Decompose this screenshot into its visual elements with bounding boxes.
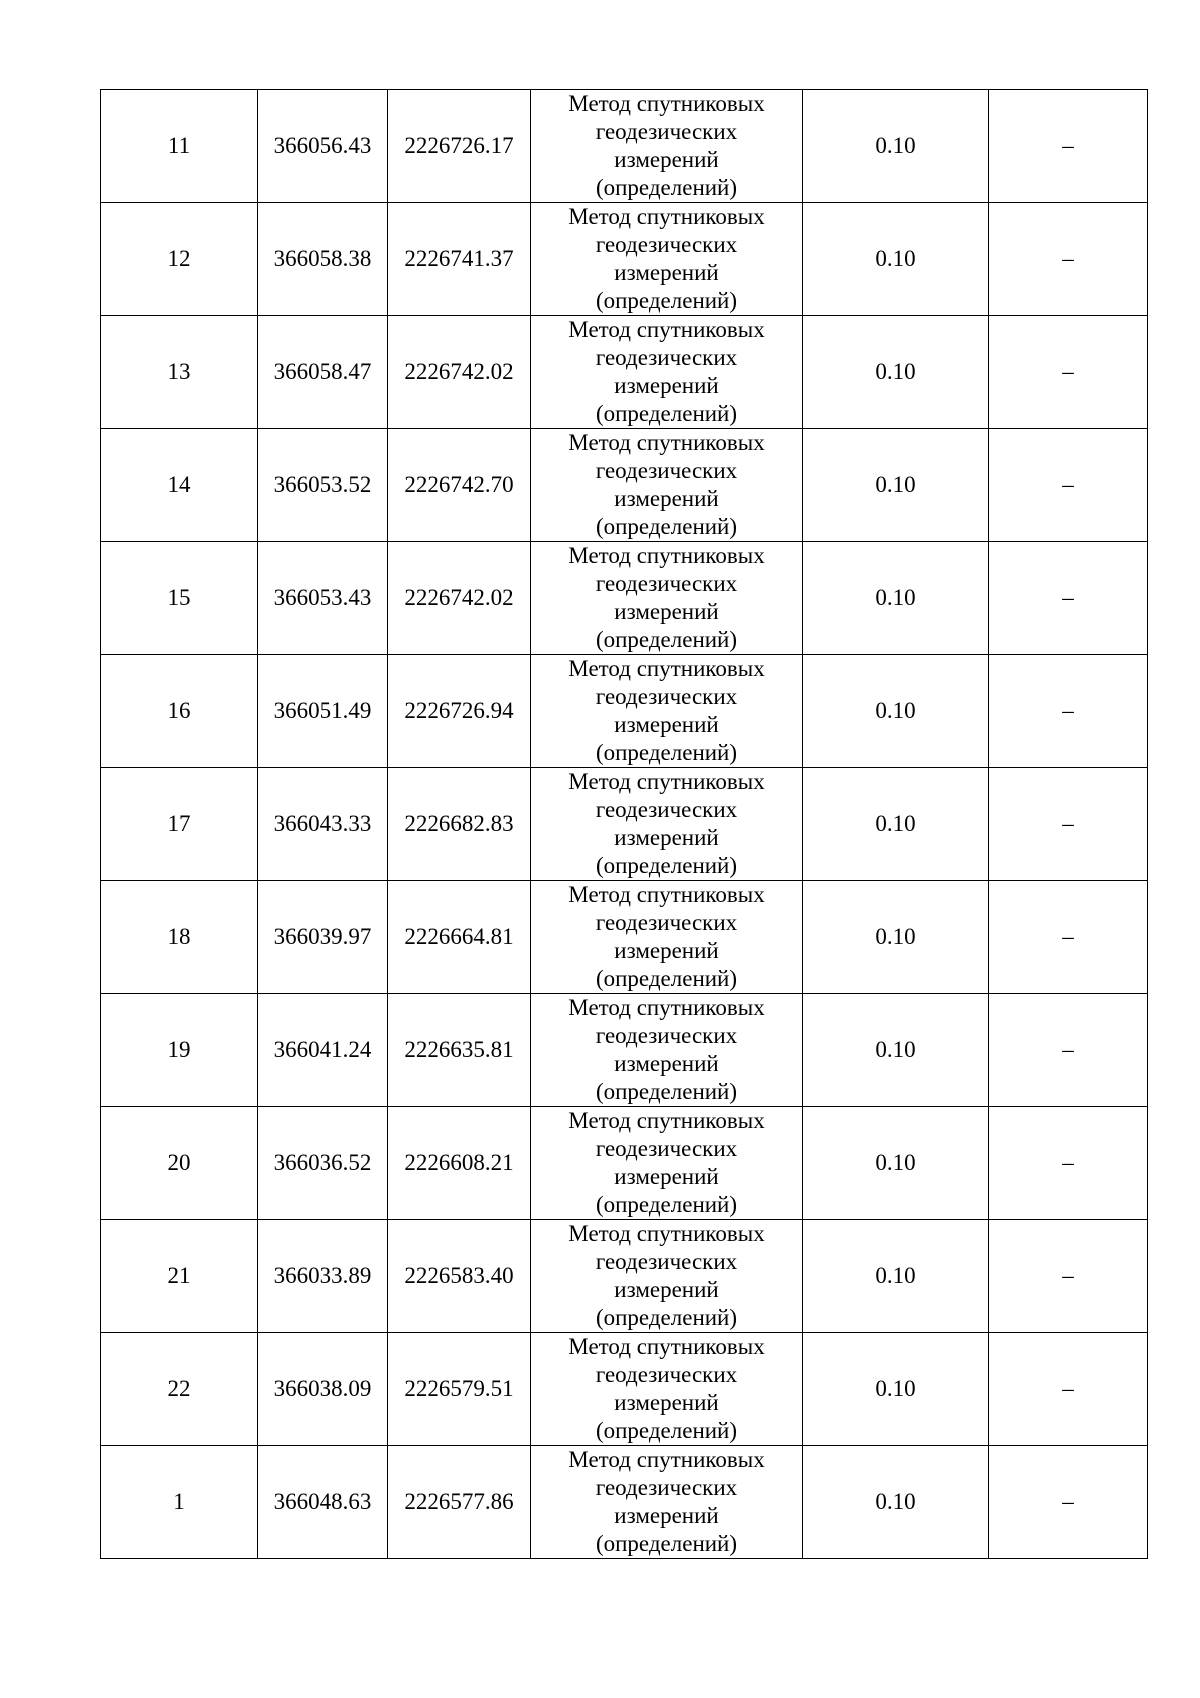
point-number-cell: 16 <box>101 655 258 768</box>
coordinates-table-body <box>101 90 1148 1559</box>
x-coordinate-cell: 366056.43 <box>258 90 388 203</box>
table-row <box>101 1220 1148 1333</box>
method-text-line: (определений) <box>595 1192 738 1217</box>
point-number-cell: 18 <box>101 881 258 994</box>
method-text-line: геодезических <box>595 684 738 709</box>
point-number-cell: 14 <box>101 429 258 542</box>
method-text-line: Метод спутниковых <box>568 1221 765 1246</box>
method-text-line: измерений <box>614 825 719 850</box>
table-row <box>101 994 1148 1107</box>
method-cell <box>531 1333 803 1446</box>
method-text-line: геодезических <box>595 458 738 483</box>
method-text-line: Метод спутниковых <box>568 317 765 342</box>
accuracy-cell: 0.10 <box>803 1446 989 1559</box>
table-row <box>101 1107 1148 1220</box>
method-text-line: Метод спутниковых <box>568 543 765 568</box>
method-text-line: (определений) <box>595 1418 738 1443</box>
accuracy-cell: 0.10 <box>803 429 989 542</box>
accuracy-cell: 0.10 <box>803 542 989 655</box>
x-coordinate-cell: 366058.47 <box>258 316 388 429</box>
method-text-line: измерений <box>614 599 719 624</box>
method-cell <box>531 1446 803 1559</box>
method-text-line: измерений <box>614 260 719 285</box>
y-coordinate-cell: 2226579.51 <box>388 1333 531 1446</box>
x-coordinate-cell: 366048.63 <box>258 1446 388 1559</box>
x-coordinate-cell: 366039.97 <box>258 881 388 994</box>
method-text-line: геодезических <box>595 345 738 370</box>
method-text-line: (определений) <box>595 401 738 426</box>
method-cell <box>531 316 803 429</box>
point-number-cell: 1 <box>101 1446 258 1559</box>
method-text-line: Метод спутниковых <box>568 204 765 229</box>
method-text-line: Метод спутниковых <box>568 1108 765 1133</box>
table-row <box>101 1446 1148 1559</box>
accuracy-cell: 0.10 <box>803 316 989 429</box>
method-text-line: геодезических <box>595 1136 738 1161</box>
method-text-line: геодезических <box>595 119 738 144</box>
accuracy-cell: 0.10 <box>803 1107 989 1220</box>
method-cell <box>531 881 803 994</box>
method-text-line: геодезических <box>595 1362 738 1387</box>
point-number-cell: 22 <box>101 1333 258 1446</box>
table-row <box>101 881 1148 994</box>
y-coordinate-cell: 2226583.40 <box>388 1220 531 1333</box>
method-text-line: геодезических <box>595 910 738 935</box>
description-cell: – <box>989 316 1148 429</box>
y-coordinate-cell: 2226577.86 <box>388 1446 531 1559</box>
point-number-cell: 21 <box>101 1220 258 1333</box>
method-text-line: измерений <box>614 1164 719 1189</box>
x-coordinate-cell: 366051.49 <box>258 655 388 768</box>
table-row <box>101 316 1148 429</box>
description-cell: – <box>989 655 1148 768</box>
table-row <box>101 1333 1148 1446</box>
method-text-line: измерений <box>614 712 719 737</box>
method-text-line: Метод спутниковых <box>568 430 765 455</box>
accuracy-cell: 0.10 <box>803 1220 989 1333</box>
accuracy-cell: 0.10 <box>803 881 989 994</box>
description-cell: – <box>989 429 1148 542</box>
point-number-cell: 11 <box>101 90 258 203</box>
description-cell: – <box>989 994 1148 1107</box>
x-coordinate-cell: 366058.38 <box>258 203 388 316</box>
description-cell: – <box>989 1446 1148 1559</box>
description-cell: – <box>989 1220 1148 1333</box>
method-text-line: измерений <box>614 486 719 511</box>
x-coordinate-cell: 366053.52 <box>258 429 388 542</box>
method-text-line: геодезических <box>595 1023 738 1048</box>
point-number-cell: 19 <box>101 994 258 1107</box>
y-coordinate-cell: 2226742.02 <box>388 542 531 655</box>
y-coordinate-cell: 2226682.83 <box>388 768 531 881</box>
accuracy-cell: 0.10 <box>803 1333 989 1446</box>
method-cell <box>531 429 803 542</box>
y-coordinate-cell: 2226742.02 <box>388 316 531 429</box>
point-number-cell: 20 <box>101 1107 258 1220</box>
method-cell <box>531 542 803 655</box>
point-number-cell: 17 <box>101 768 258 881</box>
method-text-line: геодезических <box>595 797 738 822</box>
y-coordinate-cell: 2226608.21 <box>388 1107 531 1220</box>
method-text-line: геодезических <box>595 232 738 257</box>
description-cell: – <box>989 203 1148 316</box>
y-coordinate-cell: 2226726.17 <box>388 90 531 203</box>
accuracy-cell: 0.10 <box>803 768 989 881</box>
table-row <box>101 429 1148 542</box>
description-cell: – <box>989 542 1148 655</box>
method-text-line: измерений <box>614 1390 719 1415</box>
method-text-line: (определений) <box>595 514 738 539</box>
x-coordinate-cell: 366043.33 <box>258 768 388 881</box>
x-coordinate-cell: 366036.52 <box>258 1107 388 1220</box>
method-cell <box>531 768 803 881</box>
y-coordinate-cell: 2226742.70 <box>388 429 531 542</box>
x-coordinate-cell: 366053.43 <box>258 542 388 655</box>
method-text-line: (определений) <box>595 1305 738 1330</box>
method-text-line: измерений <box>614 147 719 172</box>
method-cell <box>531 90 803 203</box>
table-row <box>101 768 1148 881</box>
table-row <box>101 655 1148 768</box>
method-cell <box>531 994 803 1107</box>
method-text-line: Метод спутниковых <box>568 1447 765 1472</box>
method-text-line: (определений) <box>595 1079 738 1104</box>
method-text-line: (определений) <box>595 740 738 765</box>
description-cell: – <box>989 768 1148 881</box>
x-coordinate-cell: 366041.24 <box>258 994 388 1107</box>
method-text-line: геодезических <box>595 1249 738 1274</box>
point-number-cell: 12 <box>101 203 258 316</box>
method-cell <box>531 203 803 316</box>
description-cell: – <box>989 1333 1148 1446</box>
y-coordinate-cell: 2226635.81 <box>388 994 531 1107</box>
description-cell: – <box>989 1107 1148 1220</box>
method-text-line: Метод спутниковых <box>568 1334 765 1359</box>
method-text-line: Метод спутниковых <box>568 91 765 116</box>
method-text-line: геодезических <box>595 571 738 596</box>
method-text-line: (определений) <box>595 627 738 652</box>
method-text-line: (определений) <box>595 1531 738 1556</box>
method-text-line: измерений <box>614 938 719 963</box>
accuracy-cell: 0.10 <box>803 203 989 316</box>
accuracy-cell: 0.10 <box>803 994 989 1107</box>
table-row <box>101 203 1148 316</box>
method-text-line: измерений <box>614 1051 719 1076</box>
method-text-line: измерений <box>614 373 719 398</box>
y-coordinate-cell: 2226664.81 <box>388 881 531 994</box>
x-coordinate-cell: 366038.09 <box>258 1333 388 1446</box>
method-cell <box>531 1107 803 1220</box>
method-text-line: измерений <box>614 1503 719 1528</box>
accuracy-cell: 0.10 <box>803 90 989 203</box>
coordinates-table <box>100 89 1148 1559</box>
method-text-line: Метод спутниковых <box>568 995 765 1020</box>
y-coordinate-cell: 2226726.94 <box>388 655 531 768</box>
description-cell: – <box>989 881 1148 994</box>
method-text-line: Метод спутниковых <box>568 656 765 681</box>
y-coordinate-cell: 2226741.37 <box>388 203 531 316</box>
description-cell: – <box>989 90 1148 203</box>
method-cell <box>531 1220 803 1333</box>
method-text-line: (определений) <box>595 853 738 878</box>
point-number-cell: 13 <box>101 316 258 429</box>
x-coordinate-cell: 366033.89 <box>258 1220 388 1333</box>
table-row <box>101 542 1148 655</box>
method-text-line: измерений <box>614 1277 719 1302</box>
method-text-line: (определений) <box>595 966 738 991</box>
method-text-line: (определений) <box>595 175 738 200</box>
accuracy-cell: 0.10 <box>803 655 989 768</box>
table-row <box>101 90 1148 203</box>
point-number-cell: 15 <box>101 542 258 655</box>
method-text-line: геодезических <box>595 1475 738 1500</box>
method-text-line: Метод спутниковых <box>568 882 765 907</box>
method-cell <box>531 655 803 768</box>
method-text-line: Метод спутниковых <box>568 769 765 794</box>
method-text-line: (определений) <box>595 288 738 313</box>
